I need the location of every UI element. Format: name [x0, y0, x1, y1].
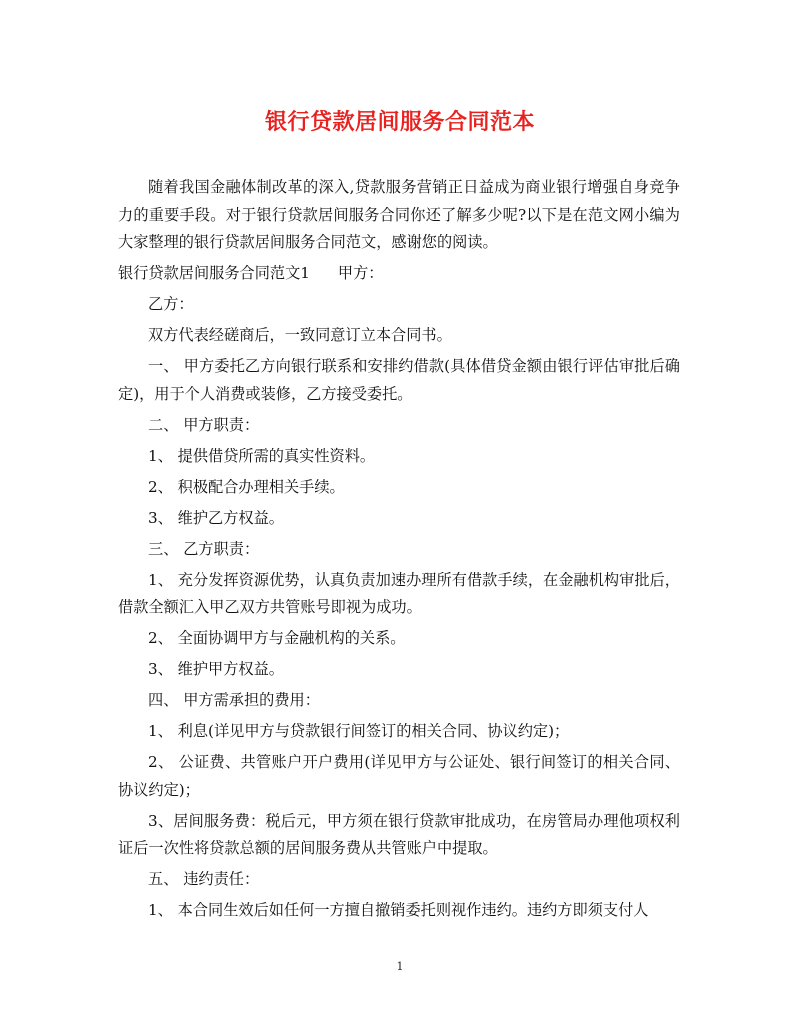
contract-paragraph-15: 五、 违约责任： — [148, 870, 260, 888]
page-number: 1 — [396, 960, 404, 973]
contract-paragraph-5: 2、 积极配合办理相关手续。 — [148, 477, 345, 496]
contract-paragraph-11: 四、 甲方需承担的费用： — [148, 691, 320, 709]
contract-paragraph-14: 3、居间服务费：税后元，甲方须在银行贷款审批成功，在房管局办理他项权利证后一次性将贷款总额的居间服务费从共管账户中提取。 — [118, 811, 680, 857]
contract-paragraph-10: 3、 维护甲方权益。 — [148, 660, 284, 678]
contract-paragraph-3: 二、 甲方职责： — [148, 415, 260, 434]
contract-paragraph-1: 双方代表经磋商后，一致同意订立本合同书。 — [148, 326, 452, 344]
party-a-label: 甲方： — [337, 264, 384, 282]
contract-paragraph-7: 三、 乙方职责： — [148, 539, 260, 558]
contract-paragraph-6: 3、 维护乙方权益。 — [148, 508, 284, 527]
contract-paragraph-4: 1、 提供借贷所需的真实性资料。 — [148, 446, 376, 465]
contract-paragraph-8: 1、 充分发挥资源优势，认真负责加速办理所有借款手续，在金融机构审批后，借款全额汇入甲乙双方共管账号即视为成功。 — [118, 570, 680, 616]
document-title: 银行贷款居间服务合同范本 — [264, 109, 535, 135]
contract-paragraph-16: 1、 本合同生效后如任何一方擅自撤销委托则视作违约。违约方即须支付人 — [148, 901, 649, 919]
contract-paragraph-2: 一、 甲方委托乙方向银行联系和安排约借款(具体借贷金额由银行评估审批后确定)，用于个人消费或装修，乙方接受委托。 — [118, 357, 680, 403]
party-b-label: 乙方： — [148, 295, 194, 313]
sample-heading-line — [118, 260, 680, 288]
contract-paragraph-12: 1、 利息(详见甲方与贷款银行间签订的相关合同、协议约定)； — [148, 722, 570, 740]
contract-paragraph-13: 2、 公证费、共管账户开户费用(详见甲方与公证处、银行间签订的相关合同、协议约定)； — [118, 753, 680, 799]
contract-paragraph-9: 2、 全面协调甲方与金融机构的关系。 — [148, 629, 406, 647]
sample-heading: 银行贷款居间服务合同范文1 — [118, 264, 310, 282]
intro-paragraph: 随着我国金融体制改革的深入,贷款服务营销正日益成为商业银行增强自身竞争力的重要手段。对于银行贷款居间服务合同你还了解多少呢?以下是在范文网小编为大家整理的银行贷款居间服务合同范文，感谢您的阅读。 — [118, 178, 680, 251]
document-body — [118, 174, 680, 928]
